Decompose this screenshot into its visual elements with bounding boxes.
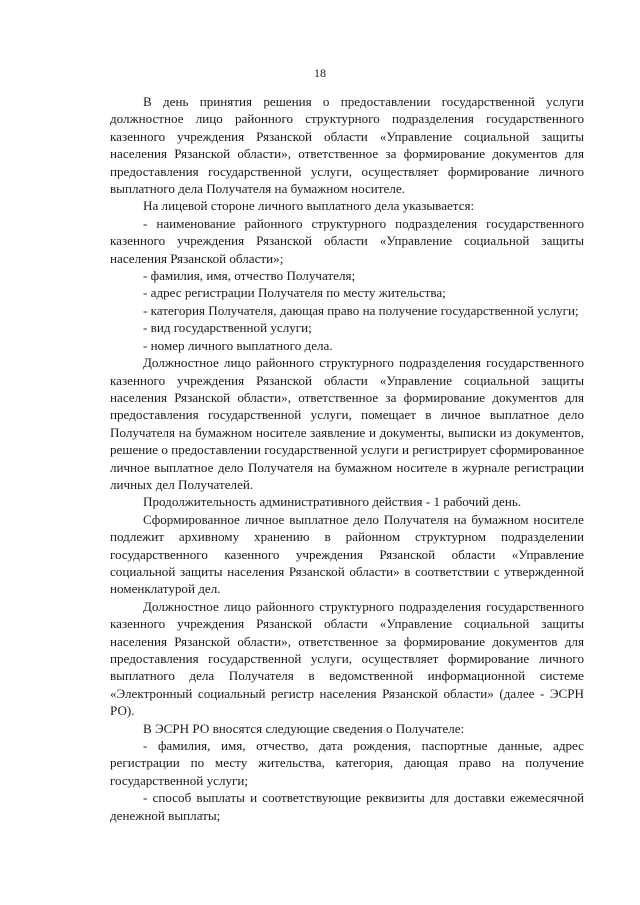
list-item: - наименование районного структурного подразделения государственного казенного учреждения Рязанской области «Управление социальной защиты населения Рязанской области»; [110, 215, 584, 266]
list-item: - адрес регистрации Получателя по месту жительства; [143, 285, 446, 301]
paragraph: В ЭСРН РО вносятся следующие сведения о Получателе: [143, 720, 465, 736]
list-item: - номер личного выплатного дела. [143, 337, 333, 353]
list-item: - фамилия, имя, отчество, дата рождения, паспортные данные, адрес регистрации по месту жительства, категория, дающая право на получение государственной услуги; [110, 738, 584, 788]
list-item: - способ выплаты и соответствующие реквизиты для доставки ежемесячной денежной выплаты; [110, 790, 584, 823]
paragraph: В день принятия решения о предоставлении государственной услуги должностное лицо районного структурного подразделения государственного казенного учреждения Рязанской области «Управление социальной защиты населения Рязанской области», ответственное за формирование документов для предоставления государственной услуги, осуществляет формирование личного выплатного дела Получателя на бумажном носителе. [110, 94, 584, 197]
list-item: - категория Получателя, дающая право на получение государственной услуги; [143, 302, 579, 318]
paragraph: Сформированное личное выплатное дело Получателя на бумажном носителе подлежит архивному хранению в районном структурном подразделении государственного казенного учреждения Рязанской области «Управление социальной защиты населения Рязанской области» в соответствии с утвержденной номенклатурой дел. [110, 511, 584, 597]
page-number: 18 [314, 66, 326, 80]
paragraph: Должностное лицо районного структурного подразделения государственного казенного учреждения Рязанской области «Управление социальной защиты населения Рязанской области», ответственное за формирование документов для предоставления государственной услуги, помещает в личное выплатное дело Получателя на бумажном носителе заявление и документы, выписки из документов, решение о предоставлении государственной услуги и регистрирует сформированное личное выплатное дело Получателя на бумажном носителе в журнале регистрации личных дел Получателей. [110, 355, 584, 492]
paragraph: Должностное лицо районного структурного подразделения государственного казенного учреждения Рязанской области «Управление социальной защиты населения Рязанской области», ответственное за формирование документов для предоставления государственной услуги, осуществляет формирование личного выплатного дела Получателя в ведомственной информационной системе «Электронный социальный регистр населения Рязанской области» (далее - ЭСРН РО). [110, 598, 584, 719]
paragraph: Продолжительность административного действия - 1 рабочий день. [143, 494, 522, 510]
document-body [110, 93, 584, 824]
paragraph: На лицевой стороне личного выплатного дела указывается: [143, 198, 475, 214]
list-item: - фамилия, имя, отчество Получателя; [143, 268, 356, 284]
list-item: - вид государственной услуги; [143, 320, 312, 336]
